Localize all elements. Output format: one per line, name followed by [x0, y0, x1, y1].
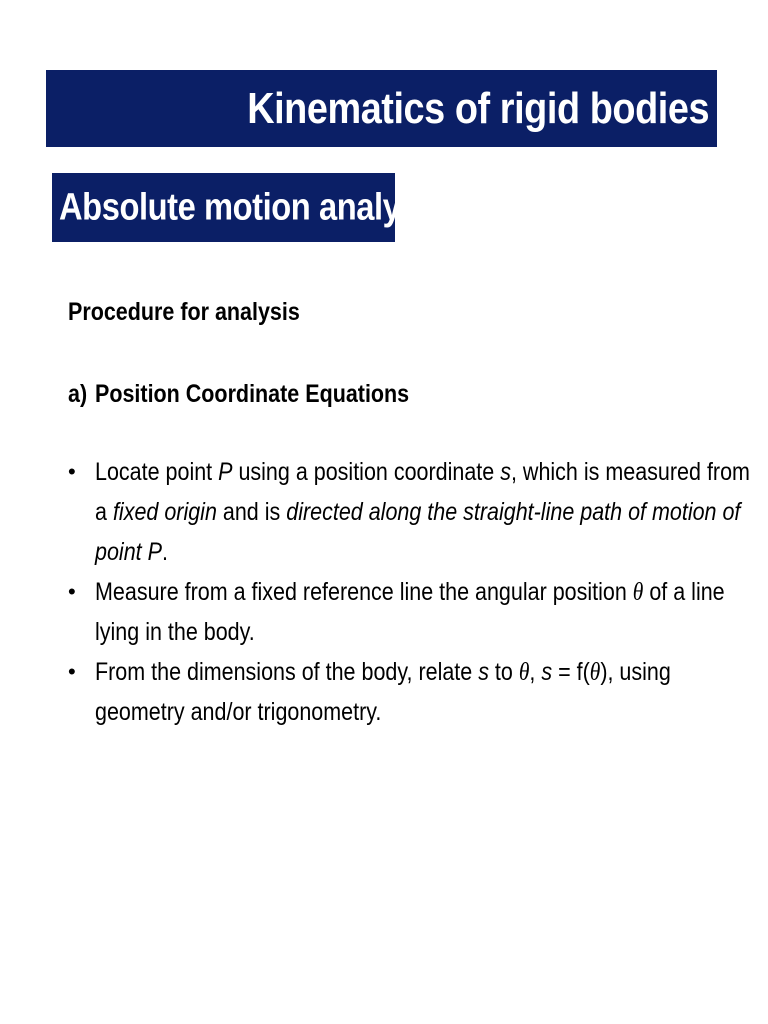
bullet-1-line-1: Locate point P using a position coordinate s, which is measured from — [95, 458, 750, 486]
bullet-2-line-1: Measure from a fixed reference line the angular position θ of a line — [95, 578, 725, 606]
bullet-2-line-2: lying in the body. — [95, 618, 255, 646]
bullet-item-1 — [68, 452, 748, 572]
bullet-item-2 — [68, 572, 748, 652]
procedure-heading — [68, 292, 338, 332]
subtitle-box — [52, 173, 445, 242]
section-title: Position Coordinate Equations — [95, 380, 410, 408]
section-subtitle: Absolute motion analysis — [59, 186, 445, 228]
bullet-3-line-1: From the dimensions of the body, relate s to θ, s = f(θ), using — [95, 658, 671, 686]
bullet-3-line-2: geometry and/or trigonometry. — [95, 698, 382, 726]
bullet-dot-icon: • — [68, 579, 76, 604]
bullet-dot-icon: • — [68, 659, 76, 684]
bullet-dot-icon: • — [68, 459, 76, 484]
bullet-1-line-2: a fixed origin and is directed along the straight-line path of motion of — [95, 498, 741, 526]
bullet-list — [68, 452, 748, 732]
bullet-item-3 — [68, 652, 748, 732]
bullet-1-line-3: point P. — [95, 538, 168, 566]
page-title: Kinematics of rigid bodies — [247, 83, 709, 133]
procedure-heading-text: Procedure for analysis — [68, 298, 300, 326]
section-marker: a) — [68, 380, 88, 408]
title-bar — [46, 70, 717, 147]
